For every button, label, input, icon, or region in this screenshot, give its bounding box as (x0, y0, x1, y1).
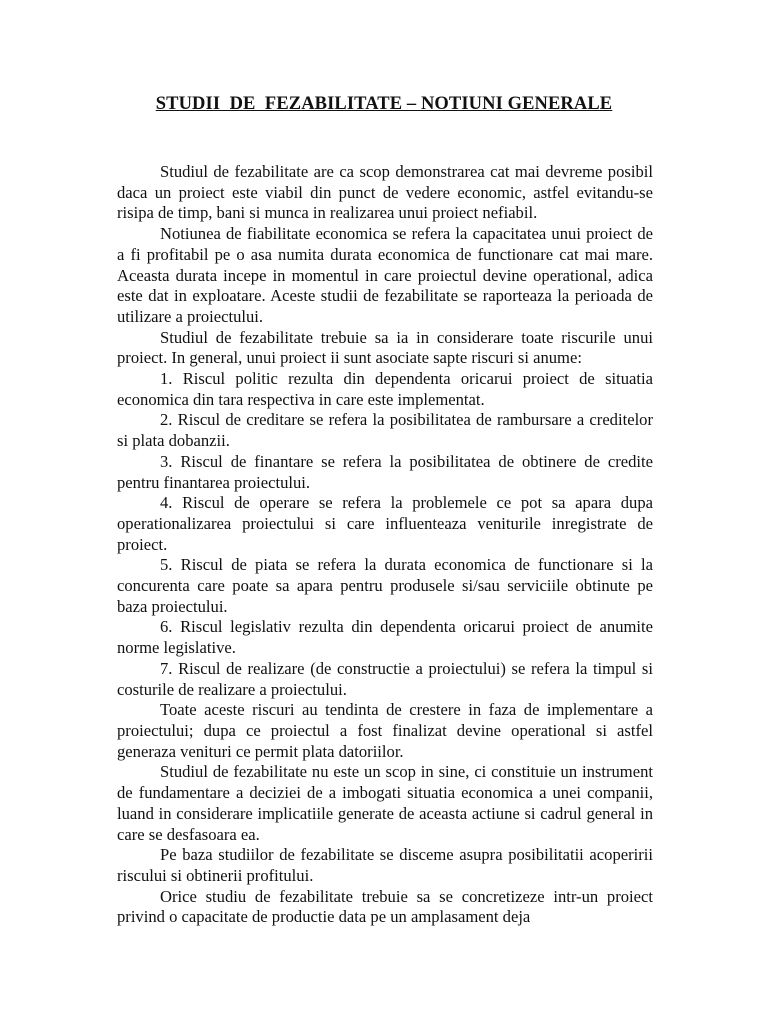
risk-item-realizare: 7. Riscul de realizare (de constructie a proiectului) se refera la timpul si costurile de realizare a proiectului. (117, 658, 653, 699)
risk-item-operare: 4. Riscul de operare se refera la problemele ce pot sa apara dupa operationalizarea proiectului si care influenteaza veniturile inregistrate de proiect. (117, 493, 653, 554)
risk-item-finantare: 3. Riscul de finantare se refera la posibilitatea de obtinere de credite pentru finantarea proiectului. (117, 451, 653, 492)
risk-item-political: 1. Riscul politic rezulta din dependenta oricarui proiect de situatia economica din tara respectiva in care este implementat. (117, 369, 653, 409)
profit-paragraph: Pe baza studiilor de fezabilitate se disceme asupra posibilitatii acoperirii riscului si obtinerii profitului. (117, 845, 653, 885)
document-body (117, 162, 653, 928)
closing-paragraph: Orice studiu de fezabilitate trebuie sa se concretizeze intr-un proiect privind o capacitate de productie data pe un amplasament deja (117, 886, 653, 927)
risk-growth-paragraph: Toate aceste riscuri au tendinta de crestere in faza de implementare a proiectului; dupa ce proiectul a fost finalizat devine operational si astfel generaza venituri ce permit plata datoriilor. (117, 700, 653, 761)
fiabilitate-paragraph: Notiunea de fiabilitate economica se refera la capacitatea unui proiect de a fi profitabil pe o asa numita durata economica de functionare cat mai mare. Aceasta durata incepe in momentul in care proiectul devine operational, adica este dat in exploatare. Aceste studii de fezabilitate se raporteaza la perioada de utilizare a proiectului. (117, 224, 653, 326)
risk-item-piata: 5. Riscul de piata se refera la durata economica de functionare si la concurenta care poate sa apara pentru produsele si/sau serviciile obtinute pe baza proiectului. (117, 555, 653, 616)
risks-intro-paragraph: Studiul de fezabilitate trebuie sa ia in considerare toate riscurile unui proiect. In general, unui proiect ii sunt asociate sapte riscuri si anume: (117, 327, 653, 368)
intro-paragraph: Studiul de fezabilitate are ca scop demonstrarea cat mai devreme posibil daca un proiect este viabil din punct de vedere economic, astfel evitandu-se risipa de timp, bani si munca in realizarea unui proiect nefiabil. (117, 162, 653, 223)
page-title: STUDII DE FEZABILITATE – NOTIUNI GENERALE (155, 94, 613, 114)
risk-item-legislativ: 6. Riscul legislativ rezulta din dependenta oricarui proiect de anumite norme legislative. (117, 617, 653, 658)
decision-paragraph: Studiul de fezabilitate nu este un scop in sine, ci constituie un instrument de fundamentare a deciziei de a imbogati situatia economica a unei companii, luand in considerare implicatiile generate de aceasta actiune si cadrul general in care se desfasoara ea. (117, 762, 653, 844)
risk-item-creditare: 2. Riscul de creditare se refera la posibilitatea de rambursare a creditelor si plata dobanzii. (117, 410, 653, 451)
